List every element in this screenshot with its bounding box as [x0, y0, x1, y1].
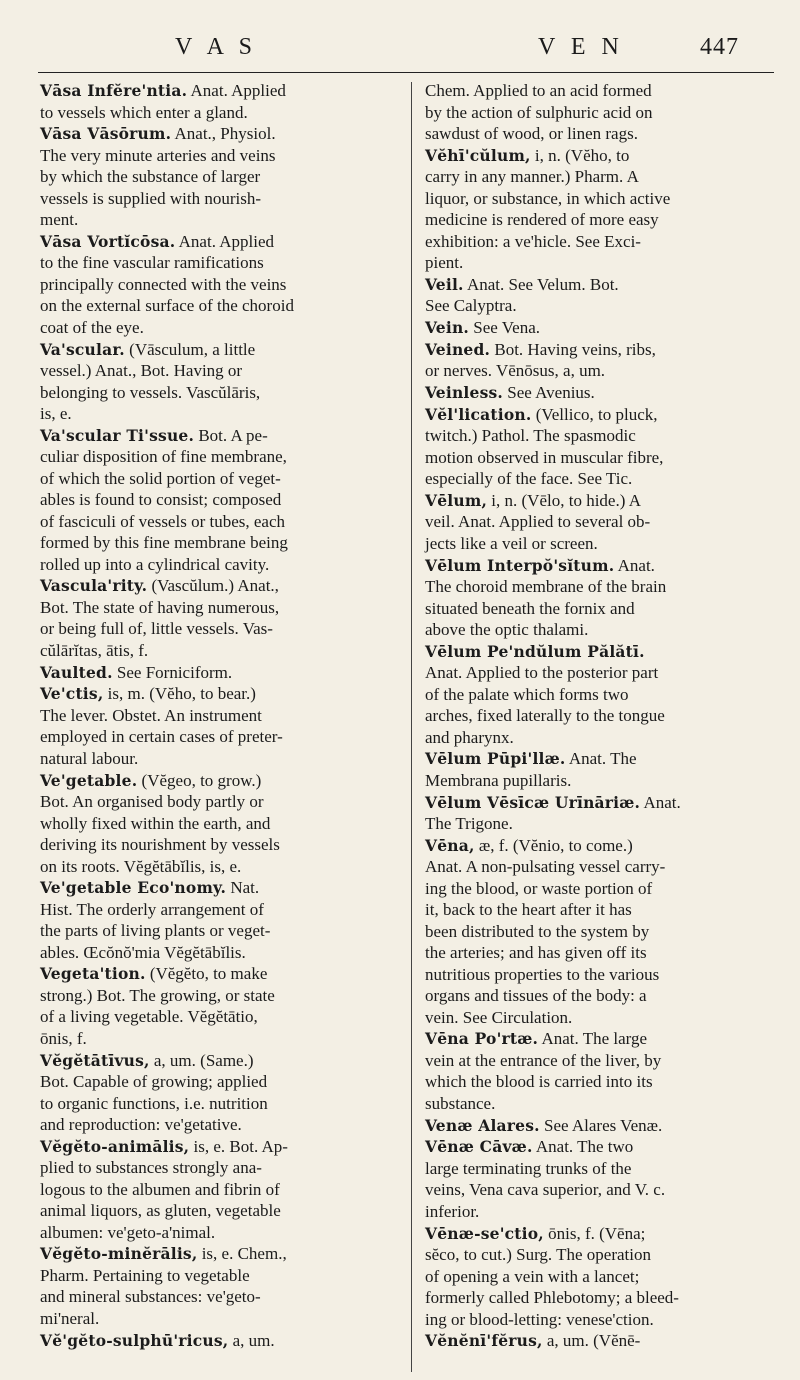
entry-text-line: i, n. (Vēlo, to hide.) A	[491, 490, 641, 510]
dictionary-entry	[425, 1136, 787, 1222]
entry-text-line: Bot. The state of having numerous,	[40, 597, 280, 617]
dictionary-entry	[425, 317, 787, 339]
entry-headword: Vēna Po'rtæ.	[425, 1029, 539, 1049]
entry-text-line: vessel.) Anat., Bot. Having or	[40, 361, 243, 381]
entry-headword: Veinless.	[425, 382, 504, 402]
entry-text-line: and reproduction: ve'getative.	[40, 1115, 242, 1135]
entry-text-line: (Vĕgĕto, to make	[149, 964, 268, 984]
dictionary-entry	[425, 339, 787, 382]
entry-text-line: or being full of, little vessels. Vas-	[40, 619, 273, 639]
entry-text-line: i, n. (Vĕho, to	[534, 145, 630, 165]
header-rule	[38, 72, 774, 73]
entry-text-line: Bot. Capable of growing; applied	[40, 1072, 268, 1092]
entry-headword: Vāsa Vāsōrum.	[40, 124, 172, 144]
entry-text-line: See Calyptra.	[425, 296, 517, 316]
entry-text-line: on the external surface of the choroid	[40, 296, 294, 316]
entry-text-line: ōnis, f. (Vēna;	[548, 1223, 646, 1243]
entry-headword: Veil.	[425, 274, 464, 294]
entry-headword: Vĕgĕtātīvus,	[40, 1050, 150, 1070]
entry-text-line: æ, f. (Vĕnio, to come.)	[478, 835, 633, 855]
entry-text-line: to organic functions, i.e. nutrition	[40, 1093, 268, 1113]
dictionary-entry	[40, 80, 398, 123]
entry-text-line: jects like a veil or screen.	[425, 533, 598, 553]
entry-text-line: by the action of sulphuric acid on	[425, 102, 653, 122]
entry-text-line: culiar disposition of fine membrane,	[40, 447, 287, 467]
entry-headword: Vaulted.	[40, 662, 113, 682]
entry-headword: Vĕl'lication.	[425, 404, 532, 424]
entry-text-line: twitch.) Pathol. The spasmodic	[425, 426, 636, 446]
dictionary-entry	[40, 231, 398, 339]
dictionary-entry	[425, 404, 787, 490]
entry-text-line: pient.	[425, 253, 464, 273]
dictionary-entry	[40, 662, 398, 684]
entry-headword: Vēlum Vēsīcæ Urīnāriæ.	[425, 792, 641, 812]
dictionary-entry	[40, 339, 398, 425]
entry-text-line: of opening a vein with a lancet;	[425, 1266, 640, 1286]
entry-headword: Vĕgĕto-animālis,	[40, 1136, 190, 1156]
entry-text-line: of fasciculi of vessels or tubes, each	[40, 511, 285, 531]
entry-text-line: The choroid membrane of the brain	[425, 577, 667, 596]
entry-headword: Vāsa Vortĭcōsa.	[40, 231, 176, 251]
header-right-guide-word: V E N	[538, 34, 624, 60]
entry-text-line: Anat. See Velum. Bot.	[466, 274, 619, 294]
entry-text-line: ables. Œcŏnŏ'mia Vĕgĕtābĭlis.	[40, 942, 246, 962]
dictionary-entry	[40, 770, 398, 878]
dictionary-entry	[425, 748, 787, 791]
dictionary-entry	[40, 1330, 398, 1352]
entry-text-line: situated beneath the fornix and	[425, 598, 635, 618]
entry-text-line: carry in any manner.) Pharm. A	[425, 167, 639, 187]
dictionary-entry	[425, 792, 787, 835]
entry-text-line: of which the solid portion of veget-	[40, 468, 281, 488]
entry-text-line: ōnis, f.	[40, 1028, 87, 1048]
entry-headword: Va'scular Ti'ssue.	[40, 425, 195, 445]
entry-text-line: Anat.	[643, 792, 681, 812]
entry-text-line: Bot. A pe-	[198, 425, 268, 445]
entry-text-line: animal liquors, as gluten, vegetable	[40, 1201, 281, 1221]
entry-text-line: Nat.	[230, 878, 260, 898]
entry-headword: Vēlum Interpŏ'sĭtum.	[425, 555, 615, 575]
entry-text-line: logous to the albumen and fibrin of	[40, 1179, 280, 1199]
entry-text-line: to vessels which enter a gland.	[40, 102, 248, 122]
dictionary-entry	[40, 877, 398, 963]
entry-text-line: coat of the eye.	[40, 317, 144, 337]
entry-text-line: is, e.	[40, 404, 72, 424]
entry-text-line: is, e. Bot. Ap-	[193, 1136, 288, 1156]
entry-headword: Vēnæ-se'ctio,	[425, 1223, 544, 1243]
dictionary-entry	[425, 1028, 787, 1114]
entry-text-line: which the blood is carried into its	[425, 1072, 653, 1092]
entry-text-line: Bot. Having veins, ribs,	[494, 339, 656, 359]
entry-text-line: belonging to vessels. Vascŭlāris,	[40, 382, 261, 402]
entry-text-line: arches, fixed laterally to the tongue	[425, 706, 665, 726]
entry-text-line: See Alares Venæ.	[544, 1115, 663, 1135]
entry-text-line: The lever. Obstet. An instrument	[40, 705, 262, 725]
column-divider	[411, 82, 412, 1372]
entry-text-line: Anat.	[617, 555, 655, 575]
entry-headword: Vĕnĕnī'fĕrus,	[425, 1331, 543, 1351]
entry-text-line: large terminating trunks of the	[425, 1158, 632, 1178]
entry-text-line: been distributed to the system by	[425, 921, 650, 941]
entry-text-line: is, e. Chem.,	[201, 1244, 287, 1264]
entry-text-line: is, m. (Vĕho, to bear.)	[107, 684, 256, 704]
entry-text-line: formerly called Phlebotomy; a bleed-	[425, 1288, 679, 1307]
entry-text-line: Chem. Applied to an acid formed	[425, 81, 652, 100]
entry-text-line: Anat. The	[568, 749, 637, 769]
entry-text-line: especially of the face. See Tic.	[425, 469, 633, 489]
page-number: 447	[700, 34, 739, 60]
entry-headword: Venæ Alares.	[425, 1115, 540, 1135]
entry-headword: Vēlum Pūpi'llæ.	[425, 749, 566, 769]
dictionary-entry	[425, 555, 787, 641]
dictionary-entry	[40, 1136, 398, 1244]
entry-headword: Vĕhī'cŭlum,	[425, 145, 531, 165]
entry-headword: Ve'ctis,	[40, 684, 104, 704]
entry-text-line: Anat. Applied	[190, 81, 286, 100]
dictionary-entry	[425, 1330, 787, 1352]
entry-headword: Vēlum Pe'ndŭlum Pălătī.	[425, 641, 645, 661]
entry-text-line: ing the blood, or waste portion of	[425, 878, 653, 898]
entry-text-line: deriving its nourishment by vessels	[40, 835, 280, 854]
entry-text-line: a, um. (Vĕnē-	[546, 1331, 641, 1351]
entry-text-line: (Vellico, to pluck,	[535, 404, 658, 424]
entry-text-line: formed by this fine membrane being	[40, 533, 288, 553]
entry-text-line: to the fine vascular ramifications	[40, 253, 264, 273]
entry-text-line: Anat. The two	[535, 1137, 634, 1157]
entry-text-line: above the optic thalami.	[425, 620, 589, 639]
entry-headword: Va'scular.	[40, 339, 125, 359]
entry-headword: Vein.	[425, 318, 470, 338]
entry-headword: Vāsa Infĕre'ntia.	[40, 81, 188, 100]
dictionary-entry	[425, 382, 787, 404]
dictionary-entry	[40, 683, 398, 769]
entry-headword: Vĕgĕto-minĕrālis,	[40, 1244, 198, 1264]
entry-text-line: Bot. An organised body partly or	[40, 792, 264, 811]
entry-text-line: of the palate which forms two	[425, 684, 629, 704]
header-left-guide-word: V A S	[175, 34, 257, 60]
entry-text-line: by which the substance of larger	[40, 167, 261, 187]
entry-text-line: inferior.	[425, 1201, 480, 1221]
dictionary-entry	[425, 145, 787, 274]
entry-text-line: veil. Anat. Applied to several ob-	[425, 512, 651, 532]
entry-text-line: and pharynx.	[425, 727, 514, 747]
dictionary-entry	[40, 963, 398, 1049]
entry-text-line: principally connected with the veins	[40, 274, 287, 294]
entry-text-line: employed in certain cases of preter-	[40, 727, 283, 747]
entry-text-line: or nerves. Vēnōsus, a, um.	[425, 361, 606, 381]
dictionary-entry	[40, 1243, 398, 1329]
entry-text-line: Anat. Applied	[178, 231, 275, 251]
dictionary-entry	[425, 80, 787, 145]
entry-text-line: ables is found to consist; composed	[40, 490, 282, 510]
entry-text-line: cŭlārĭtas, ātis, f.	[40, 640, 149, 660]
entry-text-line: (Vascŭlum.) Anat.,	[151, 576, 279, 596]
entry-text-line: liquor, or substance, in which active	[425, 188, 671, 208]
entry-headword: Veined.	[425, 339, 491, 359]
running-header	[0, 34, 800, 74]
entry-text-line: medicine is rendered of more easy	[425, 210, 659, 230]
right-column	[425, 80, 787, 1352]
entry-text-line: motion observed in muscular fibre,	[425, 447, 664, 467]
entry-text-line: rolled up into a cylindrical cavity.	[40, 554, 270, 574]
dictionary-entry	[40, 425, 398, 576]
left-column	[40, 80, 398, 1351]
entry-text-line: sĕco, to cut.) Surg. The operation	[425, 1245, 651, 1264]
entry-text-line: a, um.	[232, 1330, 275, 1350]
entry-text-line: mi'neral.	[40, 1308, 100, 1328]
entry-text-line: (Vĕgeo, to grow.)	[141, 770, 262, 790]
entry-text-line: organs and tissues of the body: a	[425, 986, 647, 1006]
entry-text-line: of a living vegetable. Vĕgĕtātio,	[40, 1007, 258, 1027]
entry-text-line: the arteries; and has given off its	[425, 943, 647, 963]
entry-text-line: Anat., Physiol.	[174, 124, 276, 144]
entry-text-line: Anat. The large	[541, 1029, 648, 1049]
entry-text-line: The Trigone.	[425, 814, 513, 834]
entry-text-line: wholly fixed within the earth, and	[40, 813, 271, 833]
entry-text-line: (Vāsculum, a little	[129, 339, 256, 359]
entry-headword: Ve'getable.	[40, 770, 138, 790]
entry-text-line: plied to substances strongly ana-	[40, 1158, 262, 1178]
entry-text-line: a, um. (Same.)	[153, 1050, 254, 1070]
entry-text-line: Membrana pupillaris.	[425, 770, 572, 790]
entry-text-line: See Avenius.	[507, 382, 595, 402]
dictionary-entry	[425, 490, 787, 555]
entry-text-line: substance.	[425, 1093, 496, 1113]
dictionary-entry	[40, 123, 398, 231]
dictionary-entry	[425, 274, 787, 317]
entry-text-line: vein. See Circulation.	[425, 1007, 573, 1027]
entry-headword: Vĕ'gĕto-sulphū'ricus,	[40, 1330, 229, 1350]
entry-text-line: natural labour.	[40, 748, 139, 768]
entry-text-line: exhibition: a ve'hicle. See Exci-	[425, 231, 641, 251]
entry-headword: Ve'getable Eco'nomy.	[40, 878, 227, 898]
entry-text-line: Pharm. Pertaining to vegetable	[40, 1265, 250, 1285]
dictionary-entry	[40, 1050, 398, 1136]
entry-text-line: See Vena.	[473, 318, 541, 338]
entry-text-line: vein at the entrance of the liver, by	[425, 1050, 662, 1070]
entry-headword: Vēnæ Cāvæ.	[425, 1137, 533, 1157]
entry-text-line: and mineral substances: ve'geto-	[40, 1287, 261, 1307]
entry-text-line: vessels is supplied with nourish-	[40, 188, 261, 208]
dictionary-entry	[425, 1223, 787, 1331]
dictionary-entry	[425, 835, 787, 1029]
entry-text-line: sawdust of wood, or linen rags.	[425, 124, 638, 143]
entry-headword: Vēlum,	[425, 490, 488, 510]
dictionary-entry	[425, 641, 787, 749]
entry-text-line: Anat. A non-pulsating vessel carry-	[425, 857, 666, 877]
entry-headword: Vēna,	[425, 835, 475, 855]
entry-text-line: the parts of living plants or veget-	[40, 921, 271, 941]
entry-headword: Vegeta'tion.	[40, 964, 146, 984]
entry-headword: Vascula'rity.	[40, 576, 148, 596]
dictionary-entry	[40, 575, 398, 661]
entry-text-line: See Forniciform.	[116, 662, 233, 682]
dictionary-entry	[425, 1115, 787, 1137]
entry-text-line: albumen: ve'geto-a'nimal.	[40, 1222, 216, 1242]
entry-text-line: strong.) Bot. The growing, or state	[40, 985, 275, 1005]
entry-text-line: veins, Vena cava superior, and V. c.	[425, 1180, 666, 1200]
entry-text-line: nutritious properties to the various	[425, 964, 660, 984]
entry-text-line: ment.	[40, 210, 79, 230]
entry-text-line: Anat. Applied to the posterior part	[425, 663, 659, 683]
entry-text-line: ing or blood-letting: venese'ction.	[425, 1309, 654, 1329]
entry-text-line: The very minute arteries and veins	[40, 145, 276, 165]
entry-text-line: Hist. The orderly arrangement of	[40, 899, 264, 919]
entry-text-line: it, back to the heart after it has	[425, 900, 632, 920]
entry-text-line: on its roots. Vĕgĕtābĭlis, is, e.	[40, 856, 242, 876]
